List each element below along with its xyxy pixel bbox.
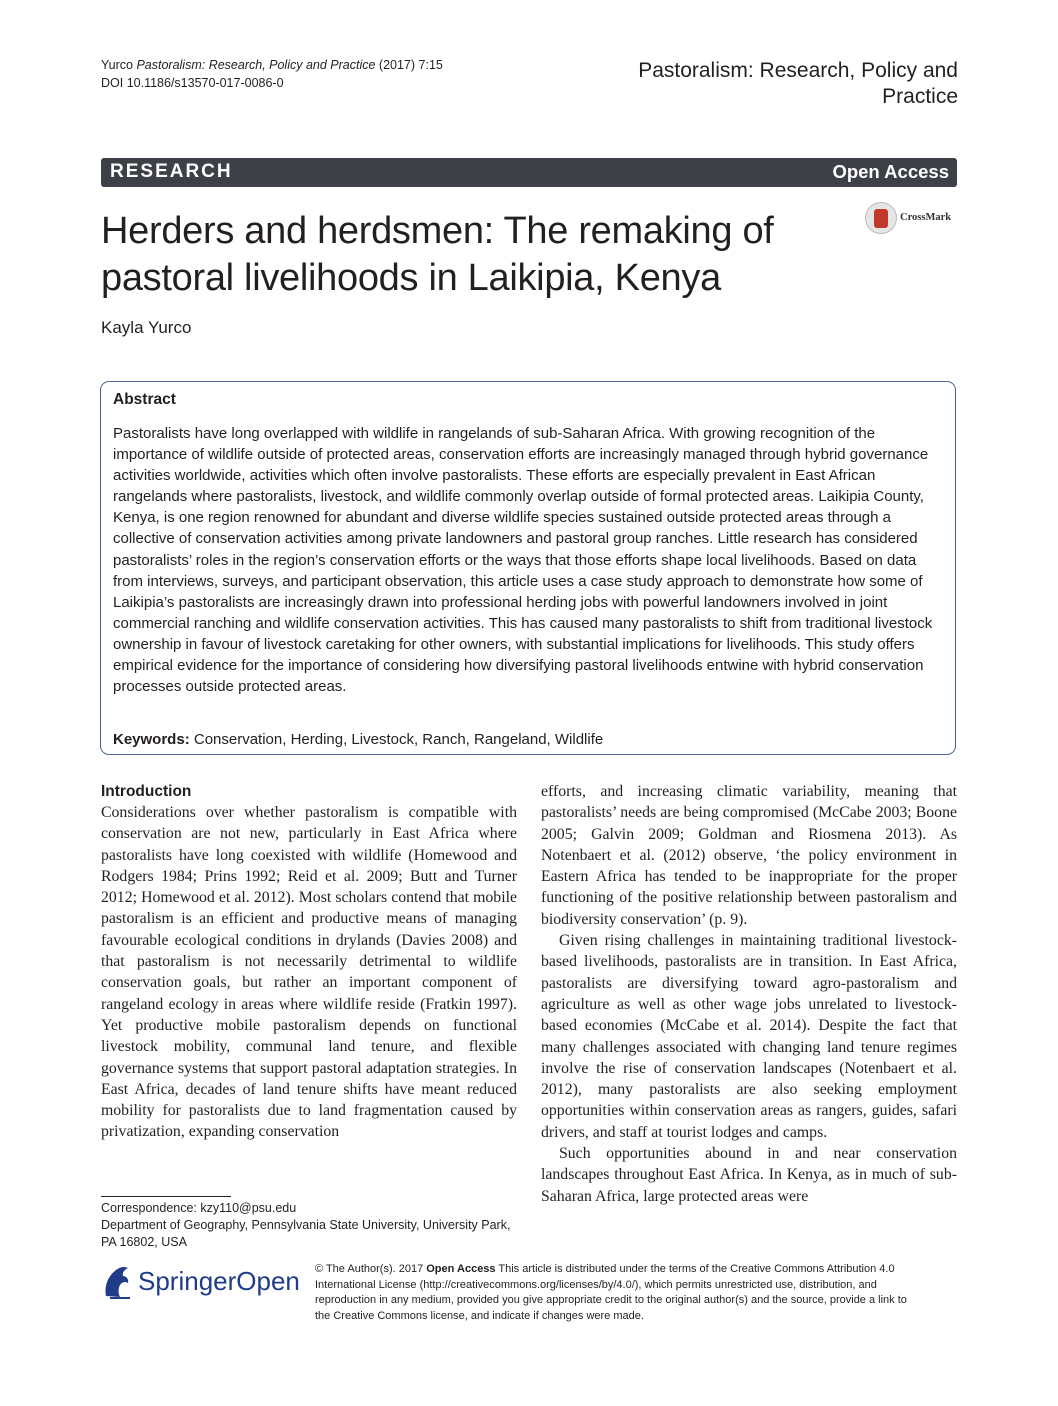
open-access-label: Open Access: [832, 161, 949, 182]
paragraph: Such opportunities abound in and near conservation landscapes throughout East Africa. In Kenya, as in much of sub-Saharan Africa, large protected areas were: [541, 1145, 957, 1205]
doi: DOI 10.1186/s13570-017-0086-0: [101, 76, 284, 90]
abstract-box: [100, 381, 956, 755]
article-title: Herders and herdsmen: The remaking of pastoral livelihoods in Laikipia, Kenya: [101, 210, 774, 299]
article-type-banner: [101, 158, 957, 187]
springer-wordmark: [138, 1266, 300, 1297]
citation-journal: Pastoralism: Research, Policy and Practice: [136, 58, 376, 72]
introduction-heading: Introduction: [101, 783, 192, 800]
license-text: [315, 1262, 915, 1324]
publisher-suffix: Open: [236, 1266, 300, 1296]
author-name: Kayla Yurco: [101, 318, 192, 337]
body-column-right: [541, 781, 957, 1207]
license-body: This article is distributed under the terms of the Creative Commons Attribution 4.0 International License (http://creativecommons.org/licenses/by/4.0/), which permits unrestricted use, distribution, and reproduction in any medium, provided you give appropriate credit to the original author(s) and the source, provide a link to the Creative Commons license, and indicate if changes were made.: [315, 1263, 907, 1322]
footnote-rule: [101, 1196, 231, 1197]
keywords-list: Conservation, Herding, Livestock, Ranch, Rangeland, Wildlife: [189, 731, 604, 748]
citation-year-volume: (2017) 7:15: [375, 58, 443, 72]
crossmark-icon: [865, 202, 897, 234]
springer-horse-icon: [100, 1262, 134, 1302]
correspondence-affiliation: Department of Geography, Pennsylvania State University, University Park, PA 16802, USA: [101, 1218, 511, 1249]
citation-line: [101, 56, 443, 74]
correspondence-email: Correspondence: kzy110@psu.edu: [101, 1201, 297, 1215]
crossmark-badge[interactable]: [865, 202, 960, 236]
correspondence: [101, 1200, 521, 1251]
citation-author: Yurco: [101, 58, 133, 72]
keywords-label: Keywords:: [113, 731, 190, 748]
body-column-left: [101, 802, 517, 1143]
springer-open-logo: [100, 1262, 300, 1302]
paragraph: efforts, and increasing climatic variability, meaning that pastoralists’ needs are being compromised (McCabe 2003; Boone 2005; Galvin 2009; Goldman and Riosmena 2013). As Notenbaert et al. (2012) observe, ‘the policy environment in Eastern Africa has tended to be inappropriate for the proper functioning of the positive relationship between pastoralism and biodiversity conservation’ (p. 9).: [541, 783, 957, 928]
publisher-name: Springer: [138, 1266, 237, 1296]
license-open-access: Open Access: [426, 1263, 496, 1275]
keywords: [113, 731, 603, 748]
article-type-label: RESEARCH: [110, 161, 233, 182]
crossmark-label: CrossMark: [900, 212, 952, 223]
abstract-body: Pastoralists have long overlapped with wildlife in rangelands of sub-Saharan Africa. With growing recognition of the importance of wildlife outside of protected areas, conservation efforts are increasingly managed through hybrid governance activities worldwide, activities which often involve pastoralists. These efforts are especially prevalent in East African rangelands where pastoralists, livestock, and wildlife commonly overlap outside of formal protected areas. Laikipia County, Kenya, is one region renowned for abundant and diverse wildlife species sustained outside protected areas through a collective of conservation activities among private landowners and pastoral group ranches. Little research has considered pastoralists’ roles in the region’s conservation efforts or the ways that those efforts shape local livelihoods. Based on data from interviews, surveys, and participant observation, this article uses a case study approach to demonstrate how some of Laikipia’s pastoralists are increasingly drawn into professional herding jobs with powerful landowners involved in joint commercial ranching and wildlife conservation activities. This has caused many pastoralists to shift from traditional livestock ownership in favour of livestock caretaking for other owners, with substantial implications for livelihoods. This study offers empirical evidence for the importance of considering how diversifying pastoral livelihoods entwine with hybrid conservation processes outside protected areas.: [113, 425, 933, 696]
abstract-heading: Abstract: [113, 391, 176, 408]
license-prefix: © The Author(s). 2017: [315, 1263, 427, 1275]
paragraph: Considerations over whether pastoralism is compatible with conservation are not new, particularly in East Africa where pastoralists have long coexisted with wildlife (Homewood and Rodgers 1984; Prins 1992; Reid et al. 2009; Butt and Turner 2012; Homewood et al. 2012). Most scholars contend that mobile pastoralism is an efficient and productive means of managing favourable ecological conditions in drylands (Davies 2008) and that pastoralism is not necessarily detrimental to wildlife conservation goals, but rather an important component of rangeland ecology in areas where wildlife reside (Fratkin 1997). Yet productive mobile pastoralism depends on functional livestock mobility, communal land tenure, and flexible governance systems that support pastoral adaptation strategies. In East Africa, decades of land tenure shifts have meant reduced mobility for pastoralists due to land fragmentation caused by privatization, expanding conservation: [101, 804, 517, 1141]
journal-name: Pastoralism: Research, Policy and Practice: [638, 59, 958, 108]
citation-header: [101, 56, 443, 92]
paragraph: Given rising challenges in maintaining traditional livestock-based livelihoods, pastoralists are in transition. In East Africa, pastoralists are diversifying toward agro-pastoralism and agriculture as well as other wage jobs unrelated to livestock-based economies (McCabe et al. 2014). Despite the fact that many challenges associated with changing land tenure regimes involve the rise of conservation landscapes (Notenbaert et al. 2012), many pastoralists are also seeking employment opportunities within conservation areas as rangers, guides, safari drivers, and staff at tourist lodges and camps.: [541, 932, 957, 1141]
